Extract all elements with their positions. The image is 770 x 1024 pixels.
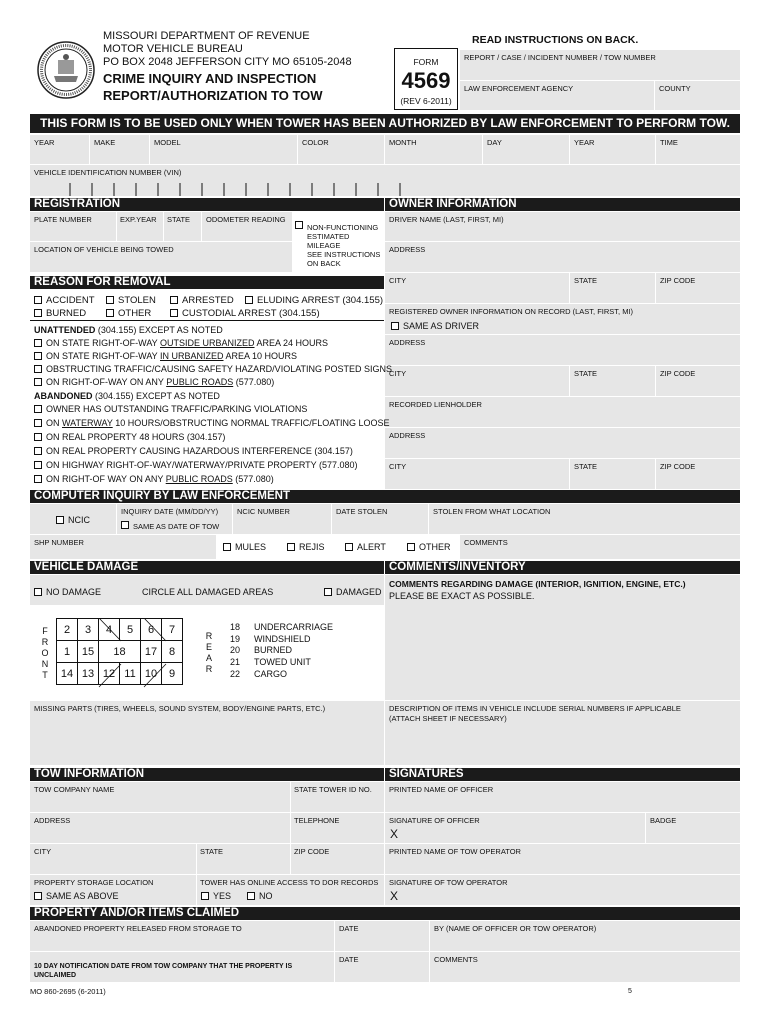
owner-city-field[interactable]: CITY	[385, 366, 569, 396]
abandoned-1-checkbox[interactable]	[34, 405, 42, 413]
operator-name-field[interactable]: PRINTED NAME OF TOW OPERATOR	[385, 844, 740, 874]
released-by-field[interactable]: BY (NAME OF OFFICER OR TOW OPERATOR)	[430, 921, 740, 951]
tow-state-field[interactable]: STATE	[197, 844, 290, 874]
lienholder-address-field[interactable]: ADDRESS	[385, 428, 740, 458]
bureau-name: MOTOR VEHICLE BUREAU	[103, 43, 243, 55]
area-5[interactable]: 5	[120, 619, 141, 641]
abandoned-heading: ABANDONED (304.155) EXCEPT AS NOTED	[34, 391, 220, 401]
no-option[interactable]: NO	[247, 891, 273, 902]
plate-number-field[interactable]: PLATE NUMBER	[30, 212, 116, 241]
area-6[interactable]: 6	[141, 619, 162, 641]
stolen-location-field[interactable]: STOLEN FROM WHAT LOCATION	[429, 504, 740, 534]
yes-option[interactable]: YES	[201, 891, 231, 902]
area-13[interactable]: 13	[78, 663, 99, 685]
area-3[interactable]: 3	[78, 619, 99, 641]
officer-signature-field[interactable]: SIGNATURE OF OFFICER X	[385, 813, 645, 843]
unattended-1-checkbox[interactable]	[34, 339, 42, 347]
damage-comments-field[interactable]: COMMENTS REGARDING DAMAGE (INTERIOR, IGNITION, ENGINE, ETC.) PLEASE BE EXACT AS POSSIBLE.	[385, 575, 740, 700]
reason-burned[interactable]: BURNED	[34, 308, 86, 319]
registration-header: REGISTRATION	[30, 198, 384, 211]
abandoned-3[interactable]: ON REAL PROPERTY 48 HOURS (304.157)	[34, 432, 225, 443]
location-towed-field[interactable]: LOCATION OF VEHICLE BEING TOWED	[30, 242, 292, 272]
rejis-option[interactable]: REJIS	[287, 542, 325, 553]
tow-company-field[interactable]: TOW COMPANY NAME	[30, 782, 290, 812]
damage-options	[30, 575, 384, 605]
tow-city-field[interactable]: CITY	[30, 844, 196, 874]
notification-date-field[interactable]: DATE	[335, 952, 429, 982]
mules-checkbox[interactable]	[223, 543, 231, 551]
accident-checkbox[interactable]	[34, 296, 42, 304]
front-label: F R O N T	[41, 626, 49, 680]
registered-owner-field[interactable]: REGISTERED OWNER INFORMATION ON RECORD (LAST, FIRST, MI) SAME AS DRIVER	[385, 304, 740, 334]
reason-eluding[interactable]: ELUDING ARREST (304.155)	[245, 295, 383, 306]
driver-name-field[interactable]: DRIVER NAME (LAST, FIRST, MI)	[385, 212, 740, 241]
reason-accident[interactable]: ACCIDENT	[34, 295, 95, 306]
tow-month-field[interactable]: MONTH	[385, 135, 482, 164]
driver-zip-field[interactable]: ZIP CODE	[656, 273, 740, 303]
unattended-2-checkbox[interactable]	[34, 352, 42, 360]
area-10[interactable]: 10	[141, 663, 162, 685]
tow-telephone-field[interactable]: TELEPHONE	[291, 813, 384, 843]
vehicle-make-field[interactable]: MAKE	[90, 135, 149, 164]
vehicle-damage-header: VEHICLE DAMAGE	[30, 561, 384, 574]
no-checkbox[interactable]	[247, 892, 255, 900]
abandoned-6[interactable]: ON RIGHT-OF WAY ON ANY PUBLIC ROADS (577.080)	[34, 474, 274, 485]
missing-parts-field[interactable]: MISSING PARTS (TIRES, WHEELS, SOUND SYSTEM, BODY/ENGINE PARTS, ETC.)	[30, 701, 384, 765]
operator-signature-field[interactable]: SIGNATURE OF TOW OPERATOR X	[385, 875, 740, 905]
same-as-tow-checkbox[interactable]	[121, 521, 129, 529]
damage-diagram	[30, 606, 384, 700]
ncic-number-field[interactable]: NCIC NUMBER	[233, 504, 331, 534]
form-number: 4569	[401, 68, 451, 93]
driver-city-field[interactable]: CITY	[385, 273, 569, 303]
badge-field[interactable]: BADGE	[646, 813, 740, 843]
area-8[interactable]: 8	[162, 641, 183, 663]
custodial-checkbox[interactable]	[170, 309, 178, 317]
reason-stolen[interactable]: STOLEN	[106, 295, 156, 306]
owner-header: OWNER INFORMATION	[385, 198, 740, 211]
unattended-heading: UNATTENDED (304.155) EXCEPT AS NOTED	[34, 325, 223, 335]
release-date-field[interactable]: DATE	[335, 921, 429, 951]
ncic-box	[30, 504, 116, 534]
diagonal-marks	[56, 618, 190, 688]
area-2[interactable]: 2	[57, 619, 78, 641]
area-17[interactable]: 17	[141, 641, 162, 663]
same-as-driver-checkbox[interactable]	[391, 322, 399, 330]
owner-state-field[interactable]: STATE	[570, 366, 655, 396]
circle-instruction: CIRCLE ALL DAMAGED AREAS	[142, 587, 274, 597]
other-checkbox[interactable]	[106, 309, 114, 317]
area-14[interactable]: 14	[57, 663, 78, 685]
area-15[interactable]: 15	[78, 641, 99, 663]
items-description-field[interactable]: DESCRIPTION OF ITEMS IN VEHICLE INCLUDE SERIAL NUMBERS IF APPLICABLE (ATTACH SHEET IF NECESSARY)	[385, 701, 740, 765]
tow-address-field[interactable]: ADDRESS	[30, 813, 290, 843]
area-12[interactable]: 12	[99, 663, 120, 685]
unattended-1[interactable]: ON STATE RIGHT-OF-WAY OUTSIDE URBANIZED AREA 24 HOURS	[34, 338, 328, 349]
lienholder-state-field[interactable]: STATE	[570, 459, 655, 489]
stolen-checkbox[interactable]	[106, 296, 114, 304]
reason-arrested[interactable]: ARRESTED	[170, 295, 234, 306]
burned-checkbox[interactable]	[34, 309, 42, 317]
usage-banner: THIS FORM IS TO BE USED ONLY WHEN TOWER HAS BEEN AUTHORIZED BY LAW ENFORCEMENT TO PERFORM TOW.	[30, 114, 740, 133]
lienholder-city-field[interactable]: CITY	[385, 459, 569, 489]
lienholder-zip-field[interactable]: ZIP CODE	[656, 459, 740, 489]
ncic-checkbox[interactable]	[56, 516, 64, 524]
vehicle-color-field[interactable]: COLOR	[298, 135, 384, 164]
same-as-above-option[interactable]: SAME AS ABOVE	[34, 891, 119, 902]
eluding-checkbox[interactable]	[245, 296, 253, 304]
owner-address-field[interactable]: ADDRESS	[385, 335, 740, 365]
area-7[interactable]: 7	[162, 619, 183, 641]
damaged-option[interactable]: DAMAGED	[324, 587, 382, 598]
tow-year-field[interactable]: YEAR	[570, 135, 655, 164]
tow-time-field[interactable]: TIME	[656, 135, 740, 164]
exp-year-field[interactable]: EXP.YEAR	[117, 212, 163, 241]
property-comments-field[interactable]: COMMENTS	[430, 952, 740, 982]
form-title-2: REPORT/AUTHORIZATION TO TOW	[103, 88, 323, 103]
area-11[interactable]: 11	[120, 663, 141, 685]
dept-name: MISSOURI DEPARTMENT OF REVENUE	[103, 30, 310, 42]
yes-checkbox[interactable]	[201, 892, 209, 900]
inquiry-date-field[interactable]: INQUIRY DATE (MM/DD/YY) SAME AS DATE OF TOW	[117, 504, 232, 534]
form-rev: (REV 6-2011)	[400, 96, 452, 106]
report-case-field[interactable]: REPORT / CASE / INCIDENT NUMBER / TOW NUMBER	[460, 50, 740, 80]
alert-checkbox[interactable]	[345, 543, 353, 551]
damaged-checkbox[interactable]	[324, 588, 332, 596]
unattended-4-checkbox[interactable]	[34, 378, 42, 386]
abandoned-1[interactable]: OWNER HAS OUTSTANDING TRAFFIC/PARKING VIOLATIONS	[34, 404, 307, 415]
unattended-4[interactable]: ON RIGHT-OF-WAY ON ANY PUBLIC ROADS (577.080)	[34, 377, 274, 388]
form-label: FORM	[413, 57, 439, 67]
vehicle-model-field[interactable]: MODEL	[150, 135, 297, 164]
alert-option[interactable]: ALERT	[345, 542, 386, 553]
tow-day-field[interactable]: DAY	[483, 135, 569, 164]
state-seal	[36, 40, 96, 100]
unattended-3[interactable]: OBSTRUCTING TRAFFIC/CAUSING SAFETY HAZARD/VIOLATING POSTED SIGNS	[34, 364, 392, 375]
no-damage-option[interactable]: NO DAMAGE	[34, 587, 101, 598]
vin-tick-marks	[30, 183, 740, 196]
owner-zip-field[interactable]: ZIP CODE	[656, 366, 740, 396]
property-claimed-header: PROPERTY AND/OR ITEMS CLAIMED	[30, 907, 740, 920]
ncic-option[interactable]: NCIC	[56, 515, 90, 526]
other-system-checkbox[interactable]	[407, 543, 415, 551]
arrested-checkbox[interactable]	[170, 296, 178, 304]
abandoned-4[interactable]: ON REAL PROPERTY CAUSING HAZARDOUS INTERFERENCE (304.157)	[34, 446, 353, 457]
vin-field[interactable]: VEHICLE IDENTIFICATION NUMBER (VIN)	[30, 165, 740, 196]
abandoned-2-checkbox[interactable]	[34, 419, 42, 427]
driver-address-field[interactable]: ADDRESS	[385, 242, 740, 272]
date-stolen-field[interactable]: DATE STOLEN	[332, 504, 428, 534]
law-agency-field[interactable]: LAW ENFORCEMENT AGENCY	[460, 81, 654, 110]
plate-state-field[interactable]: STATE	[164, 212, 201, 241]
form-id-footer: MO 860-2695 (6-2011)	[30, 987, 106, 996]
lienholder-field[interactable]: RECORDED LIENHOLDER	[385, 397, 740, 427]
abandoned-2[interactable]: ON WATERWAY 10 HOURS/OBSTRUCTING NORMAL TRAFFIC/FLOATING LOOSE	[34, 418, 390, 429]
tow-info-header: TOW INFORMATION	[30, 768, 384, 781]
system-options	[217, 535, 459, 559]
shp-number-field[interactable]: SHP NUMBER	[30, 535, 216, 559]
rejis-checkbox[interactable]	[287, 543, 295, 551]
read-instructions: READ INSTRUCTIONS ON BACK.	[472, 34, 639, 46]
abandoned-3-checkbox[interactable]	[34, 433, 42, 441]
form-number-box	[394, 48, 458, 110]
tower-id-field[interactable]: STATE TOWER ID NO.	[291, 782, 384, 812]
area-4[interactable]: 4	[99, 619, 120, 641]
area-18[interactable]: 18	[99, 641, 141, 663]
county-field[interactable]: COUNTY	[655, 81, 740, 110]
unattended-2[interactable]: ON STATE RIGHT-OF-WAY IN URBANIZED AREA 10 HOURS	[34, 351, 297, 362]
area-9[interactable]: 9	[162, 663, 183, 685]
reason-header: REASON FOR REMOVAL	[30, 276, 384, 289]
unattended-3-checkbox[interactable]	[34, 365, 42, 373]
storage-location-field[interactable]: PROPERTY STORAGE LOCATION SAME AS ABOVE	[30, 875, 196, 905]
computer-inquiry-header: COMPUTER INQUIRY BY LAW ENFORCEMENT	[30, 490, 740, 503]
area-1[interactable]: 1	[57, 641, 78, 663]
dept-address: PO BOX 2048 JEFFERSON CITY MO 65105-2048	[103, 56, 352, 68]
abandoned-5-checkbox[interactable]	[34, 461, 42, 469]
odometer-field[interactable]: ODOMETER READING	[202, 212, 292, 241]
non-functioning-box: NON-FUNCTIONING ESTIMATED MILEAGE SEE INSTRUCTIONS ON BACK	[293, 212, 384, 272]
reason-custodial[interactable]: CUSTODIAL ARREST (304.155)	[170, 308, 320, 319]
abandoned-5[interactable]: ON HIGHWAY RIGHT-OF-WAY/WATERWAY/PRIVATE PROPERTY (577.080)	[34, 460, 358, 471]
page-mark: 5	[628, 988, 632, 995]
computer-comments-field[interactable]: COMMENTS	[460, 535, 740, 559]
driver-state-field[interactable]: STATE	[570, 273, 655, 303]
non-functioning-checkbox[interactable]	[295, 221, 303, 229]
abandoned-4-checkbox[interactable]	[34, 447, 42, 455]
released-to-field[interactable]: ABANDONED PROPERTY RELEASED FROM STORAGE TO	[30, 921, 334, 951]
tow-zip-field[interactable]: ZIP CODE	[291, 844, 384, 874]
comments-inventory-header: COMMENTS/INVENTORY	[385, 561, 740, 574]
no-damage-checkbox[interactable]	[34, 588, 42, 596]
signatures-header: SIGNATURES	[385, 768, 740, 781]
mules-option[interactable]: MULES	[223, 542, 266, 553]
reason-other[interactable]: OTHER	[106, 308, 151, 319]
notification-field[interactable]: 10 DAY NOTIFICATION DATE FROM TOW COMPANY THAT THE PROPERTY IS UNCLAIMED	[30, 952, 334, 982]
officer-name-field[interactable]: PRINTED NAME OF OFFICER	[385, 782, 740, 812]
rear-label: R E A R	[205, 631, 213, 674]
abandoned-6-checkbox[interactable]	[34, 475, 42, 483]
damage-area-list: 18 UNDERCARRIAGE 19 WINDSHIELD 20 BURNED 21 TOWED UNIT 22 CARGO	[230, 622, 334, 679]
online-access-field: TOWER HAS ONLINE ACCESS TO DOR RECORDS YES NO	[197, 875, 384, 905]
same-as-above-checkbox[interactable]	[34, 892, 42, 900]
vehicle-year-field[interactable]: YEAR	[30, 135, 89, 164]
other-system-option[interactable]: OTHER	[407, 542, 451, 553]
form-title-1: CRIME INQUIRY AND INSPECTION	[103, 71, 317, 86]
